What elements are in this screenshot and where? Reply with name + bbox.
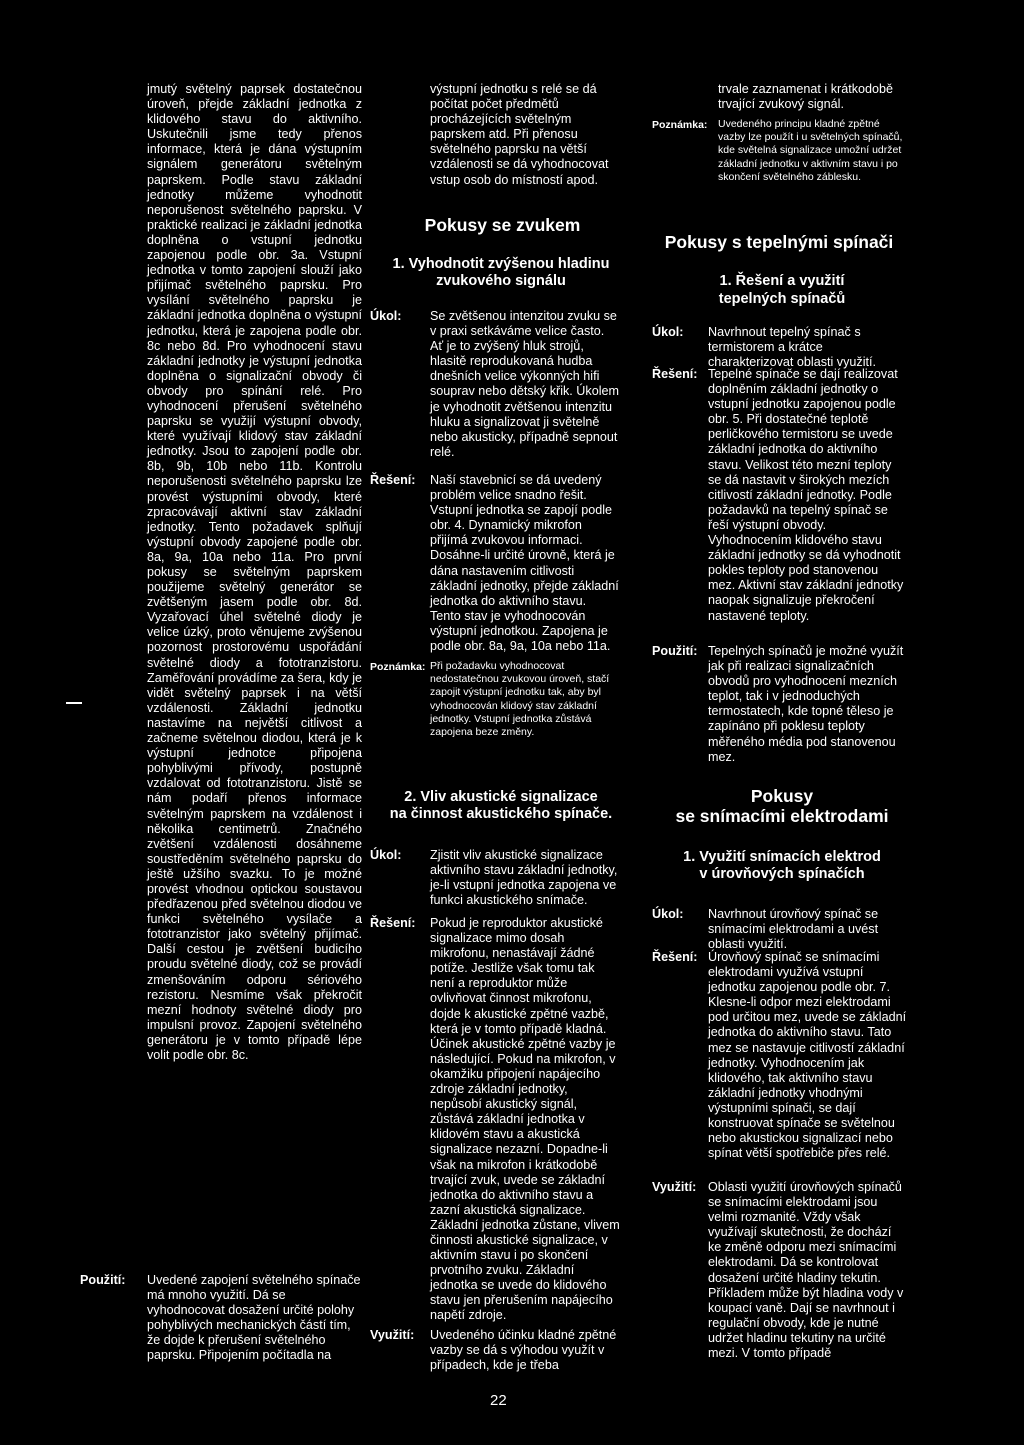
col3-vyuziti-text: Oblasti využití úrovňových spínačů se snímacími elektrodami jsou velmi rozmanité. Vždy však využívají skutečnosti, že dochází ke změně odporu mezi snímacími elektrodami. Dá se kontrolovat dosažení určité hladiny tekutin. Příkladem může být hladina vody v koupací vaně. Dají se navrhnout i regulační obvody, kde je nutné udržet hladinu tekutiny na určité mezi. V tomto případě [708, 1180, 904, 1361]
col3-pouziti-label: Použití: [652, 644, 698, 658]
col2-ukol2-text: Zjistit vliv akustické signalizace aktivního stavu základní jednotky, je-li vstupní jednotka zapojena ve funkci akustického snímače. [430, 848, 618, 908]
col1-pouziti-body [147, 1273, 362, 1364]
col2-ukol-text: Se zvětšenou intenzitou zvuku se v praxi setkáváme velice často. Ať je to zvýšený hluk strojů, hlasitě reprodukovaná hudba dnešních velice výkonných hifi souprav nebo dětský křik. Úkolem je vyhodnotit zvětšenou intenzitu hluku a signalizovat ji světelně nebo akusticky, případně sepnout relé. [430, 309, 619, 459]
col3-intro: trvale zaznamenat i krátkodobě trvající zvukový signál. [718, 82, 894, 112]
col3-reseni2-label: Řešení: [652, 950, 698, 964]
col3-section-title: Pokusy s tepelnými spínači [664, 232, 894, 252]
col3-poznamka-text: Uvedeného principu kladné zpětné vazby lze použít i u světelných spínačů, kde světelná signalizace umožní udržet základní jednotku v aktivním stavu i po skončení světelného záblesku. [718, 118, 903, 183]
col2-reseni2-body [430, 916, 620, 1324]
col2-reseni-body [430, 473, 620, 654]
col3-section2-title-2: se snímacími elektrodami [675, 806, 889, 826]
col3-reseni-text: Tepelné spínače se dají realizovat doplněním základní jednotky o vstupní jednotku zapojenou podle obr. 5. Při dostatečné teplotě perličkového termistoru se uvede základní jednotka do aktivního stavu. Velikost této mezní teploty se dá nastavit v širokých mezích citlivostí základní jednotky. Podle požadavků na tepelný spínač se řeší výstupní obvody. Vyhodnocením klidového stavu základní jednotky se dá vyhodnotit pokles teploty pod stanovenou mez. Aktivní stav základní jednotky naopak signalizuje překročení nastavené teploty. [708, 367, 904, 623]
col3-ukol-label: Úkol: [652, 325, 684, 339]
col2-poznamka-text: Při požadavku vyhodnocovat nedostatečnou zvukovou úroveň, stačí zapojit výstupní jednotku tak, aby byl vyhodnocován klidový stav základní jednotky. Vstupní jednotka zůstává zapojena beze změny. [430, 660, 610, 739]
col2-ukol-label: Úkol: [370, 309, 402, 323]
col2-poznamka-label: Poznámka: [370, 661, 426, 673]
col3-section2-title-1: Pokusy [750, 786, 814, 806]
col3-reseni2-text: Úrovňový spínač se snímacími elektrodami využívá vstupní jednotku zapojenou podle obr. 7. Klesne-li odpor mezi elektrodami pod určitou mez, uvede se základní jednotka do aktivního stavu. Tato mez se nastavuje citlivostí základní jednotky. Vyhodnocením jak klidového, tak aktivního stavu základní jednotky vhodnými výstupními spínači, se dají konstruovat spínače se světelnou nebo akustickou signalizací nebo spínat větší spotřebiče přes relé. [708, 950, 907, 1161]
col3-sub1-title-1: 1. Řešení a využití [719, 273, 845, 289]
col3-sub2-title-1: 1. Využití snímacích elektrod [683, 849, 881, 865]
col3-ukol2-body [708, 907, 908, 952]
col3-intro-block [718, 82, 908, 112]
col1-pouziti-label: Použití: [80, 1273, 126, 1287]
col1-body [147, 82, 362, 1063]
page-number: 22 [490, 1392, 507, 1409]
col1-text: jmutý světelný paprsek dostatečnou úroveň, přejde základní jednotka z klidového stavu do aktivního. Uskutečnili jsme tedy přenos informace, která je dána výstupním signálem generátoru světelným paprskem. Podle stavu základní jednotky můžeme vyhodnotit neporušenost světelného paprsku. V praktické realizaci je základní jednotka doplněna o vstupní jednotku zapojenou podle obr. 3a. Vstupní jednotka v tomto zapojení slouží jako přijímač světelného paprsku. Pro vysílání světelného paprsku je základní jednotka doplněna o výstupní jednotku, která je zapojena podle obr. 8c nebo 8d. Pro vyhodnocení stavu základní jednotky je výstupní jednotka doplněna o signalizační obvody či obvody pro spínání relé. Pro vyhodnocení přerušení světelného paprsku se využijí výstupní obvody, které využívají klidový stav základní jednotky. Jsou to zapojení podle obr. 8b, 9b, 10b nebo 11b. Kontrolu neporušenosti světelného paprsku lze provést výstupními obvody, které zpracovávají aktivní stav základní jednotky. Tento požadavek splňují výstupní obvody zapojené podle obr. 8a, 9a, 10a nebo 11a. Pro první pokusy se světelným paprskem použijeme světelný generátor se zvětšeným jasem podle obr. 8d. Vyzařovací úhel světelné diody je velice úzký, proto věnujeme zvýšenou pozornost prostorovému uspořádání světelné diody a fototranzistoru. Zaměřování provádíme za šera, kdy je vidět světelný paprsek i na větší vzdálenosti. Základní jednotku nastavíme na největší citlivost a začneme světelnou diodou, která je k výstupní jednotce připojena pohyblivými přívody, postupně vzdalovat od fototranzistoru. Jistě se nám podaří přenos informace světelným paprskem na vzdálenost i několika centimetrů. Značného zvětšení vzdálenosti dosáhneme soustředěním světelného paprsku do ještě užšího svazku. To je možné provést vhodnou optickou soustavou předřazenou před světelnou diodou ve funkci světelného vysílače a fototranzistor jako světelný přijímač. Další cestou je zvětšení budicího proudu světelné diody, což se provádí zmenšováním odporu sériového rezistoru. Nesmíme však překročit mezní hodnoty světelné diody pro impulsní provoz. Zapojení světelného generátoru je v tomto případě lépe volit podle obr. 8c. [147, 82, 362, 1062]
col2-vyuziti-body [430, 1328, 620, 1373]
scan-dash-mark [66, 702, 82, 704]
col3-reseni2-body [708, 950, 908, 1161]
col2-ukol2-label: Úkol: [370, 848, 402, 862]
col3-ukol-body [708, 325, 908, 370]
col3-pouziti-body [708, 644, 908, 765]
col3-reseni-label: Řešení: [652, 367, 698, 381]
col2-sub1-title-1: 1. Vyhodnotit zvýšenou hladinu [392, 256, 610, 272]
col2-sub2-title-1: 2. Vliv akustické signalizace [404, 789, 598, 805]
col2-vyuziti-text: Uvedeného účinku kladné zpětné vazby se dá s výhodou využít v případech, kde je třeba [430, 1328, 617, 1373]
col2-vyuziti-label: Využití: [370, 1328, 415, 1342]
col2-reseni2-text: Pokud je reproduktor akustické signalizace mimo dosah mikrofonu, nenastávají žádné potíže. Jestliže však tomu tak není a reproduktor může ovlivňovat činnost mikrofonu, dojde k akustické zpětné vazbě, která je v tomto případě kladná. Účinek akustické zpětné vazby je následující. Pokud na mikrofon, v okamžiku připojení napájecího zdroje základní jednotky, nepůsobí akustický signál, zůstává základní jednotka v klidovém stavu a akustická signalizace nezazní. Dopadne-li však na mikrofon i krátkodobě trvající zvuk, uvede se základní jednotka do aktivního stavu a zazní akustická signalizace. Základní jednotka zůstane, vlivem činnosti akustické signalizace, v aktivním stavu i po skončení prvotního zvuku. Základní jednotka se uvede do klidového stavu jen přerušením napájecího napětí zdroje. [430, 916, 620, 1323]
col2-sub2-title-2: na činnost akustického spínače. [389, 806, 613, 822]
col3-poznamka-label: Poznámka: [652, 119, 708, 131]
col3-sub2-title-2: v úrovňových spínačích [699, 866, 865, 882]
col2-intro: výstupní jednotku s relé se dá počítat počet předmětů procházejících světelným paprskem atd. Při přenosu světelného paprsku na větší vzdálenosti se dá vyhodnocovat vstup osob do místností apod. [430, 82, 609, 187]
col3-vyuziti-label: Využití: [652, 1180, 697, 1194]
col2-intro-block [430, 82, 620, 188]
col2-section-title: Pokusy se zvukem [424, 215, 581, 235]
col2-ukol2-body [430, 848, 620, 908]
col2-reseni-label: Řešení: [370, 473, 416, 487]
col3-ukol2-label: Úkol: [652, 907, 684, 921]
col2-reseni2-label: Řešení: [370, 916, 416, 930]
col2-reseni-text: Naší stavebnicí se dá uvedený problém velice snadno řešit. Vstupní jednotka se zapojí podle obr. 4. Dynamický mikrofon přijímá zvukovou informaci. Dosáhne-li určité úrovně, která je dána nastavením citlivosti základní jednotky, přejde základní jednotka do aktivního stavu. Tento stav je vyhodnocován výstupní jednotkou. Zapojena je podle obr. 8a, 9a, 10a nebo 11a. [430, 473, 619, 654]
col2-ukol-body [430, 309, 620, 460]
col2-poznamka-body [430, 660, 620, 739]
col3-ukol-text: Navrhnout tepelný spínač s termistorem a krátce charakterizovat oblasti využití. [708, 325, 876, 370]
col2-sub1-title-2: zvukového signálu [436, 273, 566, 289]
col3-reseni-body [708, 367, 908, 624]
col3-poznamka-body [718, 118, 908, 184]
col3-sub1-title-2: tepelných spínačů [718, 291, 846, 307]
col1-pouziti-text: Uvedené zapojení světelného spínače má mnoho využití. Dá se vyhodnocovat dosažení určité polohy pohyblivých mechanických částí tím, že dojde k přerušení světelného paprsku. Připojením počítadla na [147, 1273, 361, 1363]
col3-pouziti-text: Tepelných spínačů je možné využít jak při realizaci signalizačních obvodů pro vyhodnocení mezních teplot, tak i v jednoduchých termostatech, kde topné těleso je zapínáno při poklesu teploty měřeného média pod stanovenou mez. [708, 644, 904, 764]
col3-vyuziti-body [708, 1180, 908, 1361]
col3-ukol2-text: Navrhnout úrovňový spínač se snímacími elektrodami a uvést oblasti využití. [708, 907, 879, 952]
